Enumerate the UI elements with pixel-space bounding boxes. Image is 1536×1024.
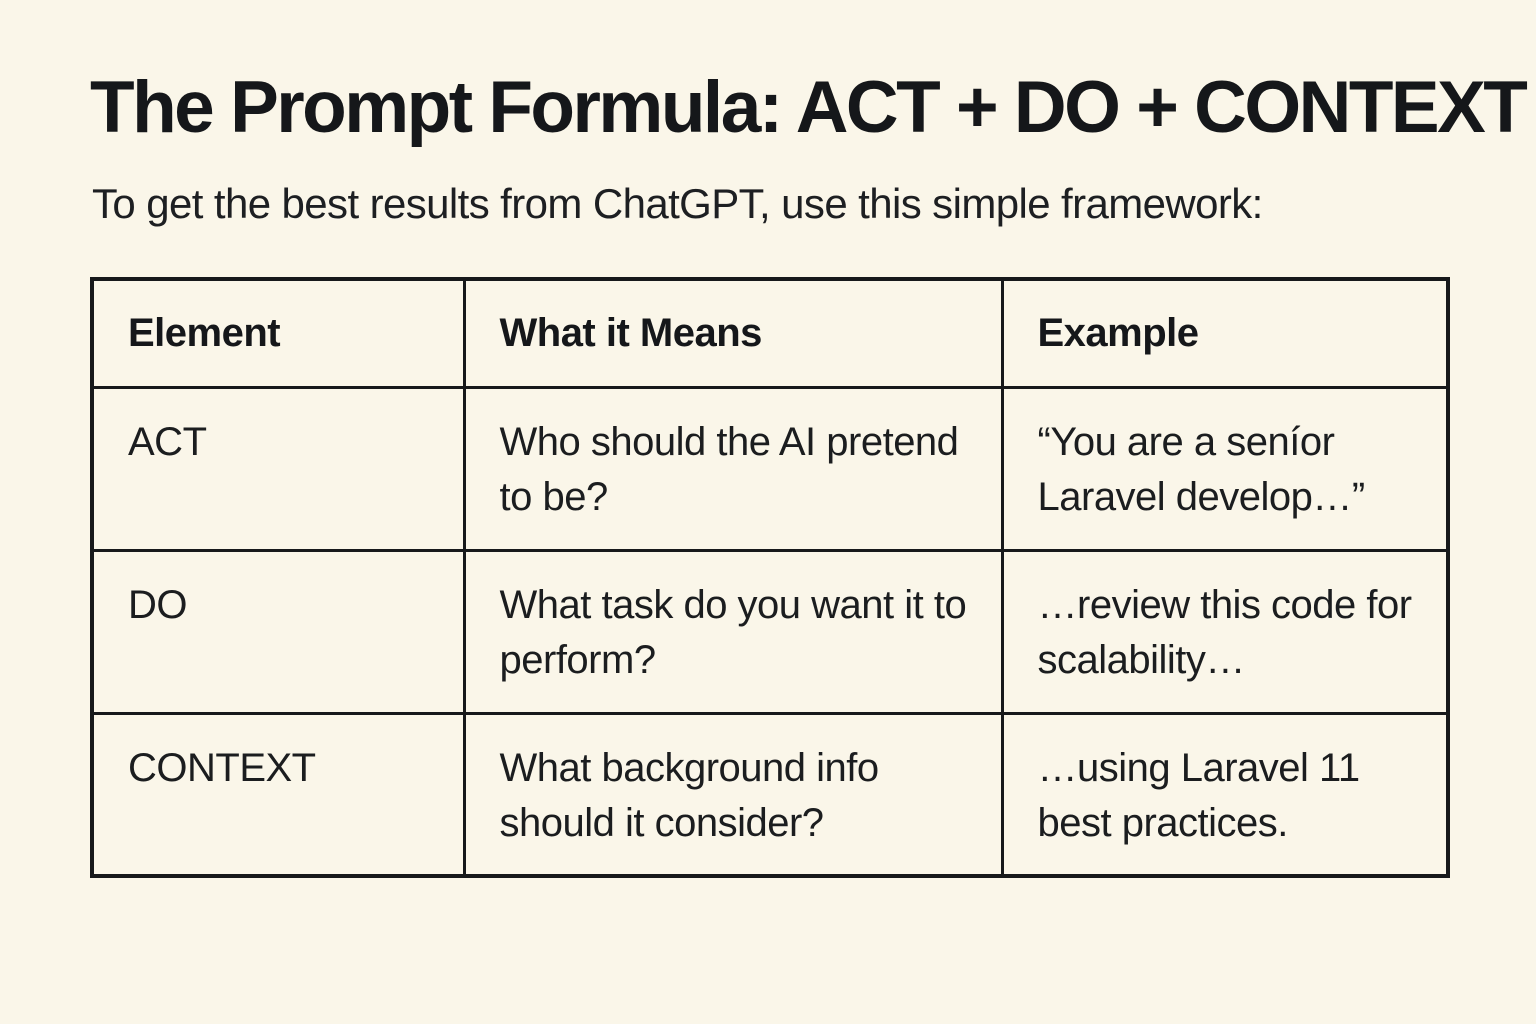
table-row	[92, 713, 1448, 876]
page-title: The Prompt Formula: ACT + DO + CONTEXT	[90, 67, 1526, 148]
page-subtitle: To get the best results from ChatGPT, use this simple framework:	[92, 179, 1263, 227]
column-header-element: Element	[92, 279, 464, 387]
column-header-meaning: What it Means	[464, 279, 1002, 387]
cell-example-context: …using Laravel 11 best practices.	[1002, 713, 1448, 876]
table-header	[92, 279, 1448, 387]
table-row	[92, 550, 1448, 713]
prompt-formula-table	[90, 277, 1450, 878]
cell-element-do: DO	[92, 550, 464, 713]
table-header-row	[92, 279, 1448, 387]
cell-example-act: “You are a seníor Laravel develop…”	[1002, 387, 1448, 550]
cell-element-context: CONTEXT	[92, 713, 464, 876]
cell-element-act: ACT	[92, 387, 464, 550]
column-header-example: Example	[1002, 279, 1448, 387]
cell-meaning-context: What background info should it consider?	[464, 713, 1002, 876]
table-body	[92, 387, 1448, 876]
table-row	[92, 387, 1448, 550]
cell-meaning-do: What task do you want it to perform?	[464, 550, 1002, 713]
cell-example-do: …review this code for scalability…	[1002, 550, 1448, 713]
cell-meaning-act: Who should the AI pretend to be?	[464, 387, 1002, 550]
